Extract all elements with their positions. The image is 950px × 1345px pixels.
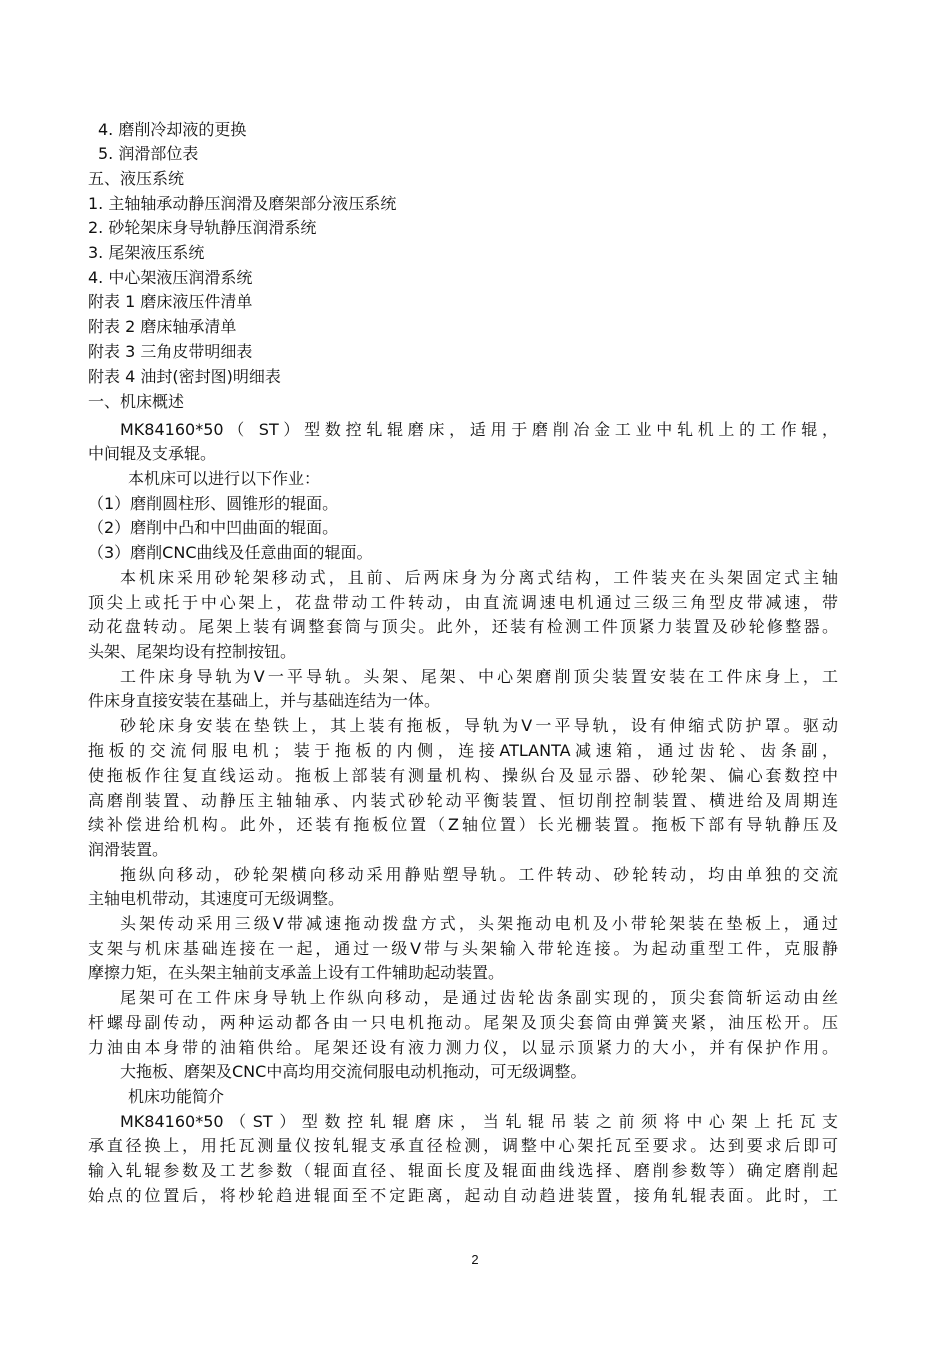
list-item: （2）磨削中凸和中凹曲面的辊面。: [88, 518, 339, 537]
paragraph-line: 力油由本身带的油箱供给。尾架还设有液力测力仪，以显示顶紧力的大小，并有保护作用。: [88, 1038, 838, 1057]
paragraph-line: 动花盘转动。尾架上装有调整套筒与顶尖。此外，还装有检测工件顶紧力装置及砂轮修整器。: [88, 617, 838, 636]
paragraph-line: 输入轧辊参数及工艺参数（辊面直径、辊面长度及辊面曲线选择、磨削参数等）确定磨削起: [88, 1161, 838, 1180]
paragraph-line: 工件床身导轨为V一平导轨。头架、尾架、中心架磨削顶尖装置安装在工件床身上，工: [120, 667, 838, 686]
paragraph-line: 砂轮床身安装在垫铁上，其上装有拖板，导轨为V一平导轨，设有伸缩式防护罩。驱动: [120, 716, 838, 735]
paragraph-line: MK84160*50（ST）型数控轧辊磨床，当轧辊吊装之前须将中心架上托瓦支: [120, 1112, 838, 1131]
toc-item: 4. 中心架液压润滑系统: [88, 268, 253, 287]
paragraph-line: 拖纵向移动，砂轮架横向移动采用静贴塑导轨。工件转动、砂轮转动，均由单独的交流: [120, 865, 838, 884]
paragraph-line: 使拖板作往复直线运动。拖板上部装有测量机构、操纵台及显示器、砂轮架、偏心套数控中: [88, 766, 838, 785]
toc-item: 附表 1 磨床液压件清单: [88, 292, 253, 311]
paragraph-line: 本机床可以进行以下作业：: [128, 469, 321, 488]
toc-item: 附表 2 磨床轴承清单: [88, 317, 237, 336]
toc-item: 附表 3 三角皮带明细表: [88, 342, 253, 361]
paragraph-line: 主轴电机带动，其速度可无级调整。: [88, 889, 345, 908]
list-item: （1）磨削圆柱形、圆锥形的辊面。: [88, 494, 339, 513]
toc-item: 4. 磨削冷却液的更换: [98, 120, 247, 139]
list-item: （3）磨削CNC曲线及任意曲面的辊面。: [88, 543, 373, 562]
paragraph-line: MK84160*50（ ST）型数控轧辊磨床，适用于磨削冶金工业中轧机上的工作辊，: [120, 420, 838, 439]
paragraph-line: 支架与机床基础连接在一起，通过一级V带与头架输入带轮连接。为起动重型工件，克服静: [88, 939, 838, 958]
section-heading: 五、液压系统: [88, 169, 185, 188]
paragraph-line: 中间辊及支承辊。: [88, 444, 217, 463]
paragraph-line: 摩擦力矩，在头架主轴前支承盖上设有工件辅助起动装置。: [88, 963, 505, 982]
paragraph-line: 承直径换上，用托瓦测量仪按轧辊支承直径检测，调整中心架托瓦至要求。达到要求后即可: [88, 1136, 838, 1155]
subheading: 机床功能简介: [128, 1087, 225, 1106]
paragraph-line: 大拖板、磨架及CNC中高均用交流伺服电动机拖动，可无级调整。: [120, 1062, 587, 1081]
paragraph-line: 件床身直接安装在基础上，并与基础连结为一体。: [88, 691, 441, 710]
toc-item: 5. 润滑部位表: [98, 144, 199, 163]
page-number: 2: [471, 1252, 479, 1267]
toc-item: 2. 砂轮架床身导轨静压润滑系统: [88, 218, 317, 237]
paragraph-line: 头架、尾架均设有控制按钮。: [88, 642, 297, 661]
toc-item: 1. 主轴轴承动静压润滑及磨架部分液压系统: [88, 194, 397, 213]
toc-item: 附表 4 油封(密封图)明细表: [88, 367, 281, 386]
paragraph-line: 续补偿进给机构。此外，还装有拖板位置（Z轴位置）长光栅装置。拖板下部有导轨静压及: [88, 815, 838, 834]
section-heading: 一、机床概述: [88, 392, 185, 411]
paragraph-line: 尾架可在工件床身导轨上作纵向移动，是通过齿轮齿条副实现的，顶尖套筒斩运动由丝: [120, 988, 838, 1007]
paragraph-line: 杆螺母副传动，两种运动都各由一只电机拖动。尾架及顶尖套筒由弹簧夹紧，油压松开。压: [88, 1013, 838, 1032]
paragraph-line: 高磨削装置、动静压主轴轴承、内装式砂轮动平衡装置、恒切削控制装置、横进给及周期连: [88, 791, 838, 810]
paragraph-line: 顶尖上或托于中心架上，花盘带动工件转动，由直流调速电机通过三级三角型皮带减速，带: [88, 593, 838, 612]
paragraph-line: 始点的位置后，将杪轮趋进辊面至不定距离，起动自动趋进装置，接角轧辊表面。此时，工: [88, 1186, 838, 1205]
paragraph-line: 拖板的交流伺服电机；装于拖板的内侧，连接ATLANTA减速箱，通过齿轮、齿条副，: [88, 741, 838, 760]
toc-item: 3. 尾架液压系统: [88, 243, 205, 262]
paragraph-line: 头架传动采用三级V带减速拖动拨盘方式，头架拖动电机及小带轮架装在垫板上，通过: [120, 914, 838, 933]
paragraph-line: 本机床采用砂轮架移动式，且前、后两床身为分离式结构，工件装夹在头架固定式主轴: [120, 568, 838, 587]
paragraph-line: 润滑装置。: [88, 840, 169, 859]
